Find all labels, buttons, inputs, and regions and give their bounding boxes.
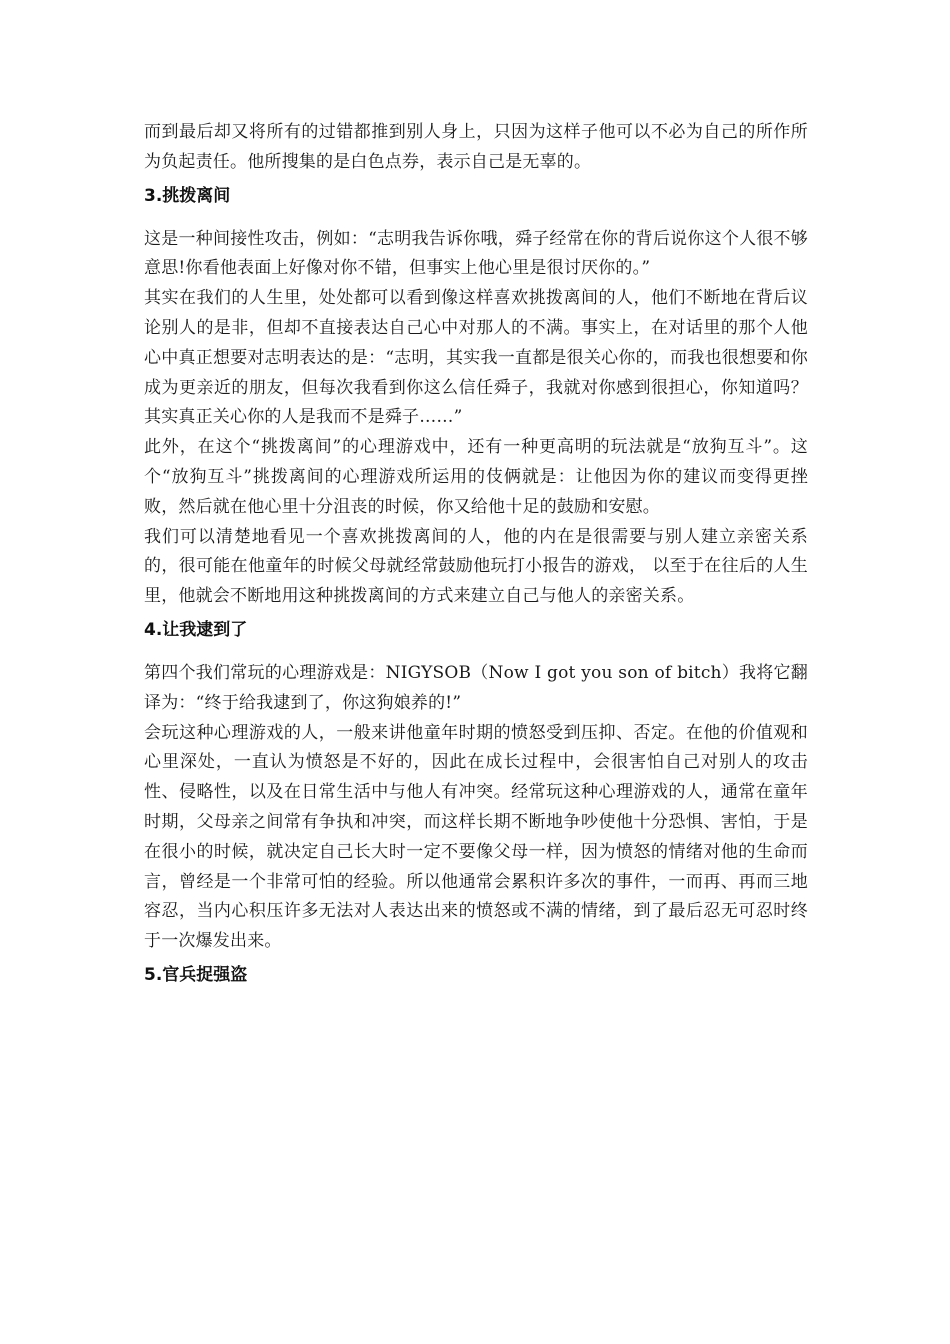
paragraph-nigysob: 第四个我们常玩的心理游戏是：NIGYSOB（Now I got you son of bitch）我将它翻译为：“终于给我逮到了，你这狗娘养的!”	[144, 662, 808, 713]
heading-section-4: 4.让我逮到了	[144, 619, 248, 640]
paragraph-dog-fight: 此外，在这个“挑拨离间”的心理游戏中，还有一种更高明的玩法就是“放狗互斗”。这个“放狗互斗”挑拨离间的心理游戏所运用的伎俩就是：让他因为你的建议而变得更挫败，然后就在他心里十分沮丧的时候，你又给他十足的鼓励和安慰。	[144, 437, 808, 517]
document-body	[144, 118, 808, 1004]
paragraph-suppressed-anger: 会玩这种心理游戏的人，一般来讲他童年时期的愤怒受到压抑、否定。在他的价值观和心里深处，一直认为愤怒是不好的，因此在成长过程中，会很害怕自己对别人的攻击性、侵略性，以及在日常生活中与他人有冲突。经常玩这种心理游戏的人，通常在童年时期，父母亲之间常有争执和冲突，而这样长期不断地争吵使他十分恐惧、害怕，于是在很小的时候，就决定自己长大时一定不要像父母一样，因为愤怒的情绪对他的生命而言，曾经是一个非常可怕的经验。所以他通常会累积许多次的事件，一而再、再而三地容忍，当内心积压许多无法对人表达出来的愤怒或不满的情绪，到了最后忍无可忍时终于一次爆发出来。	[144, 722, 808, 952]
heading-section-5: 5.官兵捉强盗	[144, 964, 248, 985]
paragraph-gossip-people: 其实在我们的人生里，处处都可以看到像这样喜欢挑拨离间的人，他们不断地在背后议论别人的是非，但却不直接表达自己心中对那人的不满。事实上，在对话里的那个人他心中真正想要对志明表达的是：“志明，其实我一直都是很关心你的，而我也很想要和你成为更亲近的朋友，但每次我看到你这么信任舜子，我就对你感到很担心，你知道吗？其实真正关心你的人是我而不是舜子……”	[144, 288, 808, 428]
heading-section-3: 3.挑拨离间	[144, 185, 231, 206]
paragraph-indirect-attack: 这是一种间接性攻击，例如：“志明我告诉你哦，舜子经常在你的背后说你这个人很不够意思!你看他表面上好像对你不错，但事实上他心里是很讨厌你的。”	[144, 228, 808, 279]
paragraph-intimacy-need: 我们可以清楚地看见一个喜欢挑拨离间的人，他的内在是很需要与别人建立亲密关系的，很可能在他童年的时候父母就经常鼓励他玩打小报告的游戏， 以至于在往后的人生里，他就会不断地用这种挑拨离间的方式来建立自己与他人的亲密关系。	[144, 526, 808, 607]
paragraph-responsibility: 而到最后却又将所有的过错都推到别人身上，只因为这样子他可以不必为自己的所作所为负起责任。他所搜集的是白色点券，表示自己是无辜的。	[144, 122, 808, 172]
